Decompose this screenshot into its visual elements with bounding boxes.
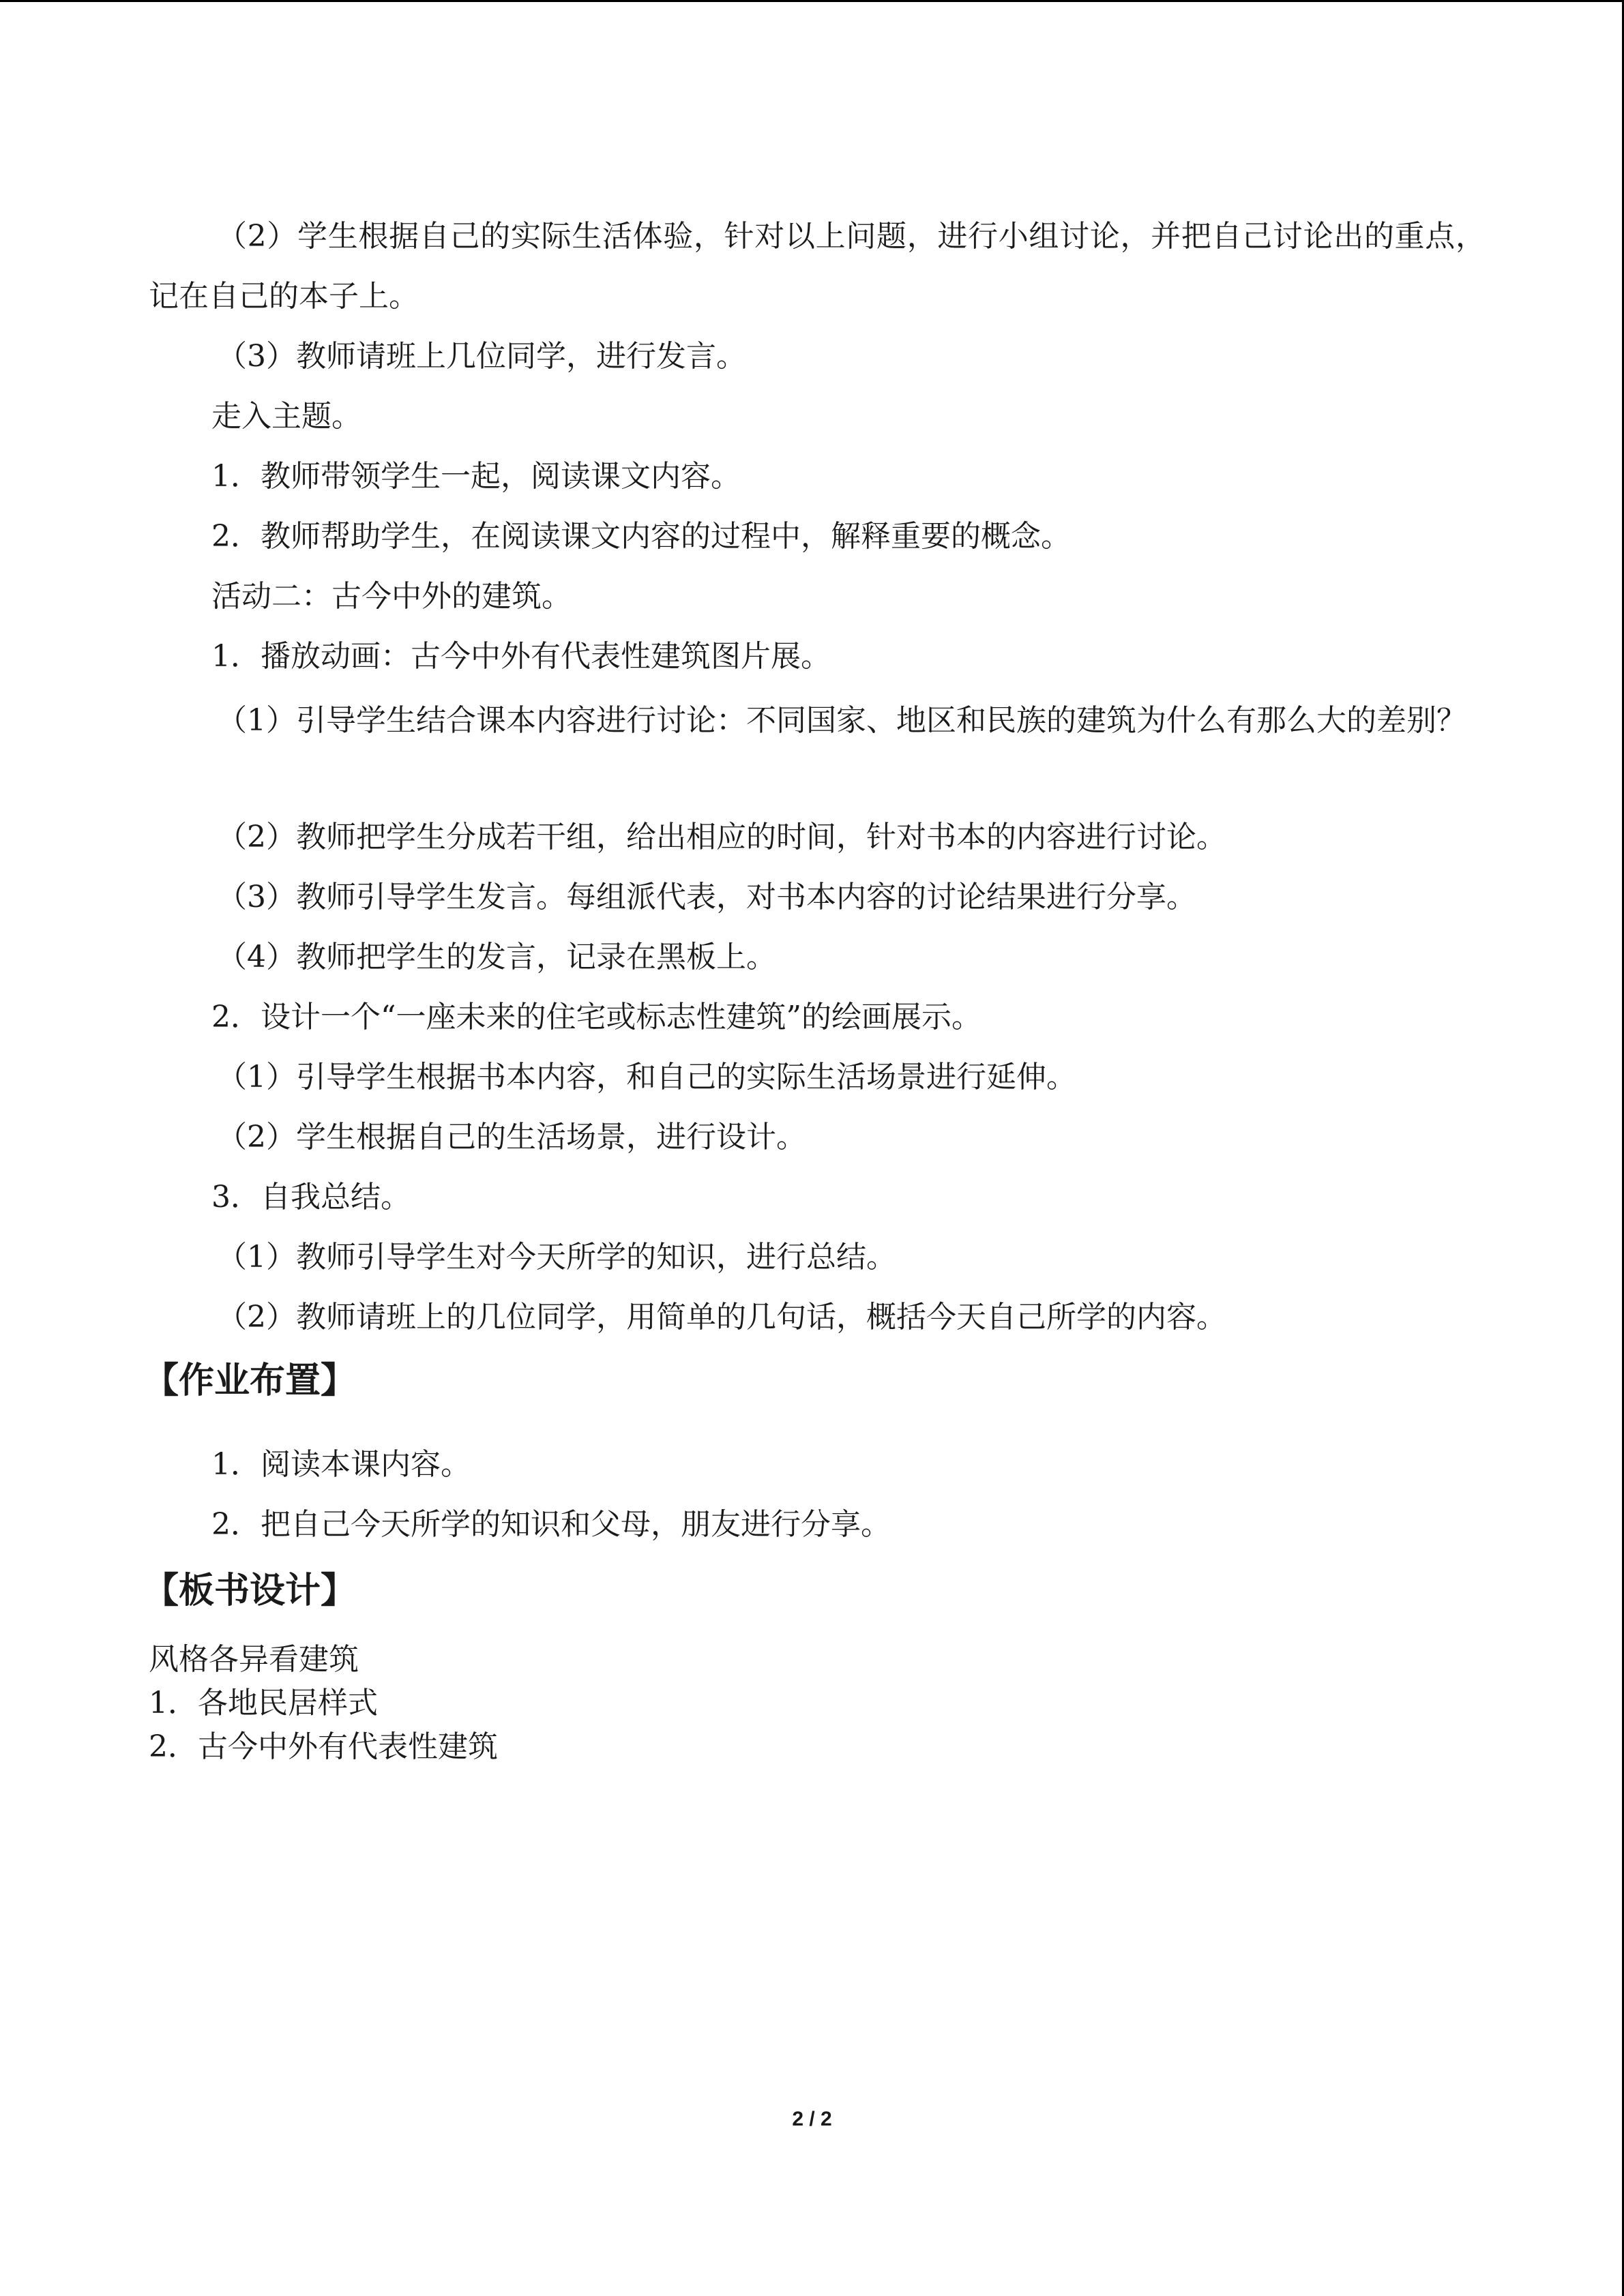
- homework-heading: 【作业布置】: [143, 1360, 357, 1401]
- paragraph-group-work: （2）教师把学生分成若干组，给出相应的时间，针对书本的内容进行讨论。: [217, 820, 1226, 854]
- paragraph-play-animation: 1．播放动画：古今中外有代表性建筑图片展。: [211, 639, 831, 674]
- board-title: 风格各异看建筑: [149, 1642, 359, 1677]
- homework-item-1: 1．阅读本课内容。: [211, 1447, 471, 1482]
- paragraph-group-share: （3）教师引导学生发言。每组派代表，对书本内容的讨论结果进行分享。: [217, 880, 1196, 914]
- paragraph-blackboard-record: （4）教师把学生的发言，记录在黑板上。: [217, 940, 776, 974]
- paragraph-self-summary: 3．自我总结。: [211, 1180, 411, 1214]
- homework-item-2: 2．把自己今天所学的知识和父母，朋友进行分享。: [211, 1507, 891, 1542]
- board-item-2: 2．古今中外有代表性建筑: [149, 1729, 498, 1764]
- paragraph-extend-scene: （1）引导学生根据书本内容，和自己的实际生活场景进行延伸。: [217, 1060, 1076, 1094]
- board-item-1: 1．各地民居样式: [149, 1686, 378, 1720]
- paragraph-activity-two: 活动二：古今中外的建筑。: [211, 579, 572, 614]
- paragraph-student-summary: （2）教师请班上的几位同学，用简单的几句话，概括今天自己所学的内容。: [217, 1300, 1226, 1335]
- paragraph-discussion: （2）学生根据自己的实际生活体验，针对以上问题，进行小组讨论，并把自己讨论出的重点，记在自己的本子上。: [149, 219, 1486, 314]
- paragraph-enter-topic: 走入主题。: [211, 399, 361, 434]
- paragraph-student-design: （2）学生根据自己的生活场景，进行设计。: [217, 1120, 806, 1154]
- paragraph-explain-concepts: 2．教师帮助学生，在阅读课文内容的过程中，解释重要的概念。: [211, 519, 1071, 554]
- paragraph-teacher-summary: （1）教师引导学生对今天所学的知识，进行总结。: [217, 1240, 896, 1274]
- board-heading: 【板书设计】: [143, 1570, 357, 1611]
- paragraph-student-speech: （3）教师请班上几位同学，进行发言。: [217, 339, 746, 374]
- paragraph-design-drawing: 2．设计一个“一座未来的住宅或标志性建筑”的绘画展示。: [211, 1000, 981, 1034]
- page-number: 2 / 2: [792, 2108, 832, 2130]
- paragraph-guide-discussion: （1）引导学生结合课本内容进行讨论：不同国家、地区和民族的建筑为什么有那么大的差别？: [217, 703, 1466, 738]
- paragraph-read-text: 1．教师带领学生一起，阅读课文内容。: [211, 459, 741, 494]
